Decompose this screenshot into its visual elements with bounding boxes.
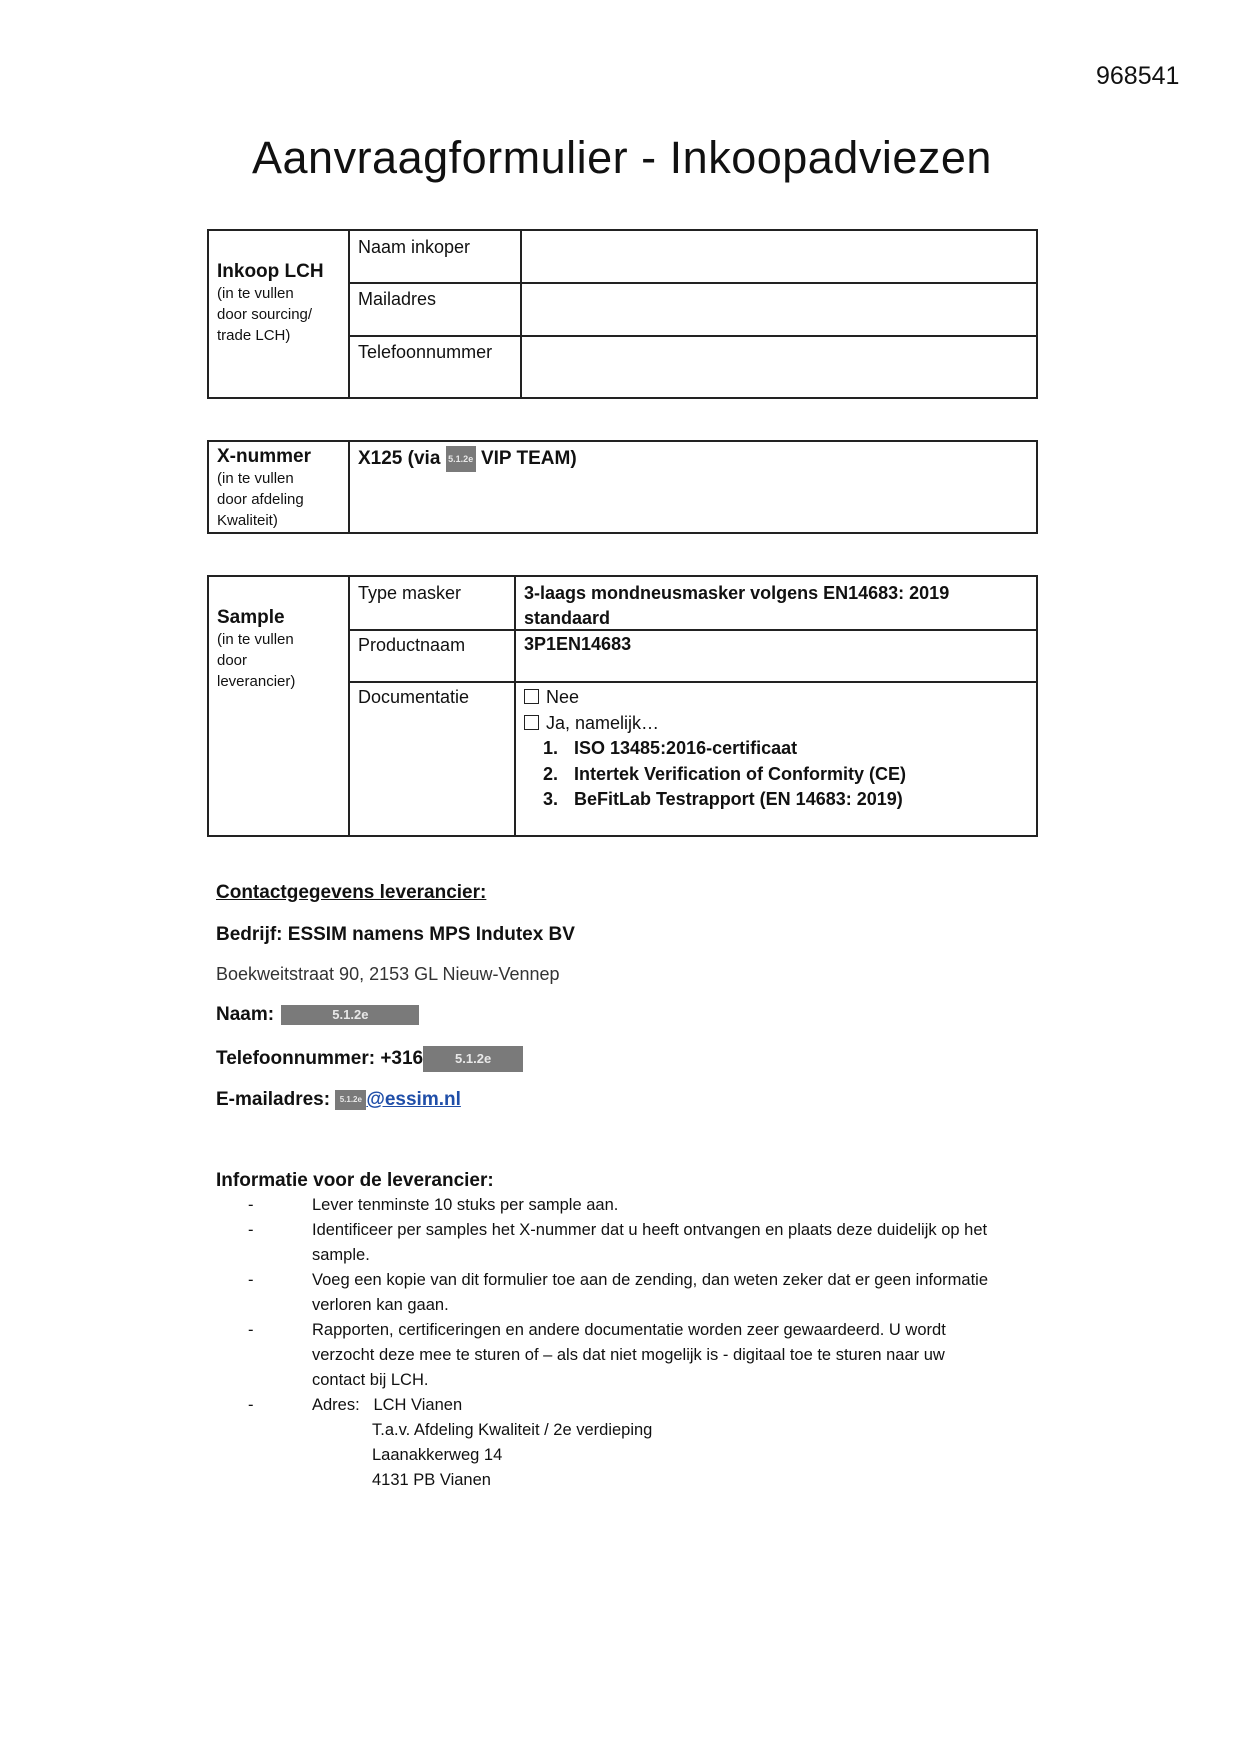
option-nee[interactable]: Nee [524,685,906,711]
option-ja[interactable]: Ja, namelijk… [524,711,906,737]
documentatie-label: Documentatie [358,687,470,707]
redaction-block: 5.1.2e [446,446,476,472]
redaction-block: 5.1.2e [423,1046,523,1072]
productnaam-label: Productnaam [358,635,466,655]
checkbox-icon[interactable] [524,715,539,730]
info-heading: Informatie voor de leverancier: [216,1170,494,1191]
naam-inkoper-field[interactable] [530,237,1020,275]
contact-name: Naam: 5.1.2e [216,1004,419,1026]
xnummer-label: X-nummer (in te vullen door afdeling Kwaliteit) [217,446,311,529]
info-list [240,1193,1050,1493]
document-number: 968541 [1096,62,1180,90]
list-item: - Rapporten, certificeringen en andere documentatie worden zeer gewaardeerd. U wordt verzocht deze mee te sturen of – als dat niet mogelijk is - digitaal toe te sturen naar uw contact bij LCH. [248,1321,946,1389]
list-item: - Adres: LCH Vianen [248,1396,463,1414]
address-line: Laanakkerweg 14 [372,1446,503,1464]
checkbox-icon[interactable] [524,689,539,704]
type-masker-label: Type masker [358,583,462,603]
contact-phone: Telefoonnummer: +316 5.1.2e [216,1046,523,1072]
sample-table [207,575,1038,837]
list-item: - Voeg een kopie van dit formulier toe aan de zending, dan weten zeker dat er geen informatie verloren kan gaan. [248,1271,989,1314]
address-line: T.a.v. Afdeling Kwaliteit / 2e verdieping [372,1421,653,1439]
redaction-block: 5.1.2e [335,1090,366,1110]
documentatie-options [524,685,906,813]
type-masker-value: 3-laags mondneusmasker volgens EN14683: 2019 standaard [524,583,950,628]
list-item: - Lever tenminste 10 stuks per sample aan. [248,1196,619,1214]
list-item: 2. Intertek Verification of Conformity (CE) [542,763,907,784]
mailadres-label: Mailadres [358,289,437,309]
xnummer-value: X125 (via 5.1.2e VIP TEAM) [358,446,577,472]
contact-email: E-mailadres: 5.1.2e @essim.nl [216,1089,461,1110]
productnaam-value: 3P1EN14683 [524,634,632,654]
inkoop-table [207,229,1038,399]
email-link[interactable]: @essim.nl [366,1089,461,1110]
telefoonnummer-field[interactable] [530,342,1020,388]
mailadres-field[interactable] [530,289,1020,327]
contact-heading: Contactgegevens leverancier: [216,882,487,903]
page-title: Aanvraagformulier - Inkoopadviezen [252,132,992,183]
sample-label: Sample (in te vullen door leverancier) [217,607,296,690]
redaction-block: 5.1.2e [281,1005,419,1025]
list-item: 3. BeFitLab Testrapport (EN 14683: 2019) [542,789,903,809]
contact-company: Bedrijf: ESSIM namens MPS Indutex BV [216,924,575,945]
inkoop-label: Inkoop LCH (in te vullen door sourcing/ trade LCH) [217,261,324,344]
xnummer-table [207,440,1038,534]
naam-inkoper-label: Naam inkoper [358,237,471,257]
telefoonnummer-label: Telefoonnummer [358,342,493,362]
address-line: 4131 PB Vianen [372,1471,491,1489]
list-item: 1. ISO 13485:2016-certificaat [542,738,798,758]
contact-address: Boekweitstraat 90, 2153 GL Nieuw-Vennep [216,964,560,984]
list-item: - Identificeer per samples het X-nummer dat u heeft ontvangen en plaats deze duidelijk op het sample. [248,1221,988,1264]
